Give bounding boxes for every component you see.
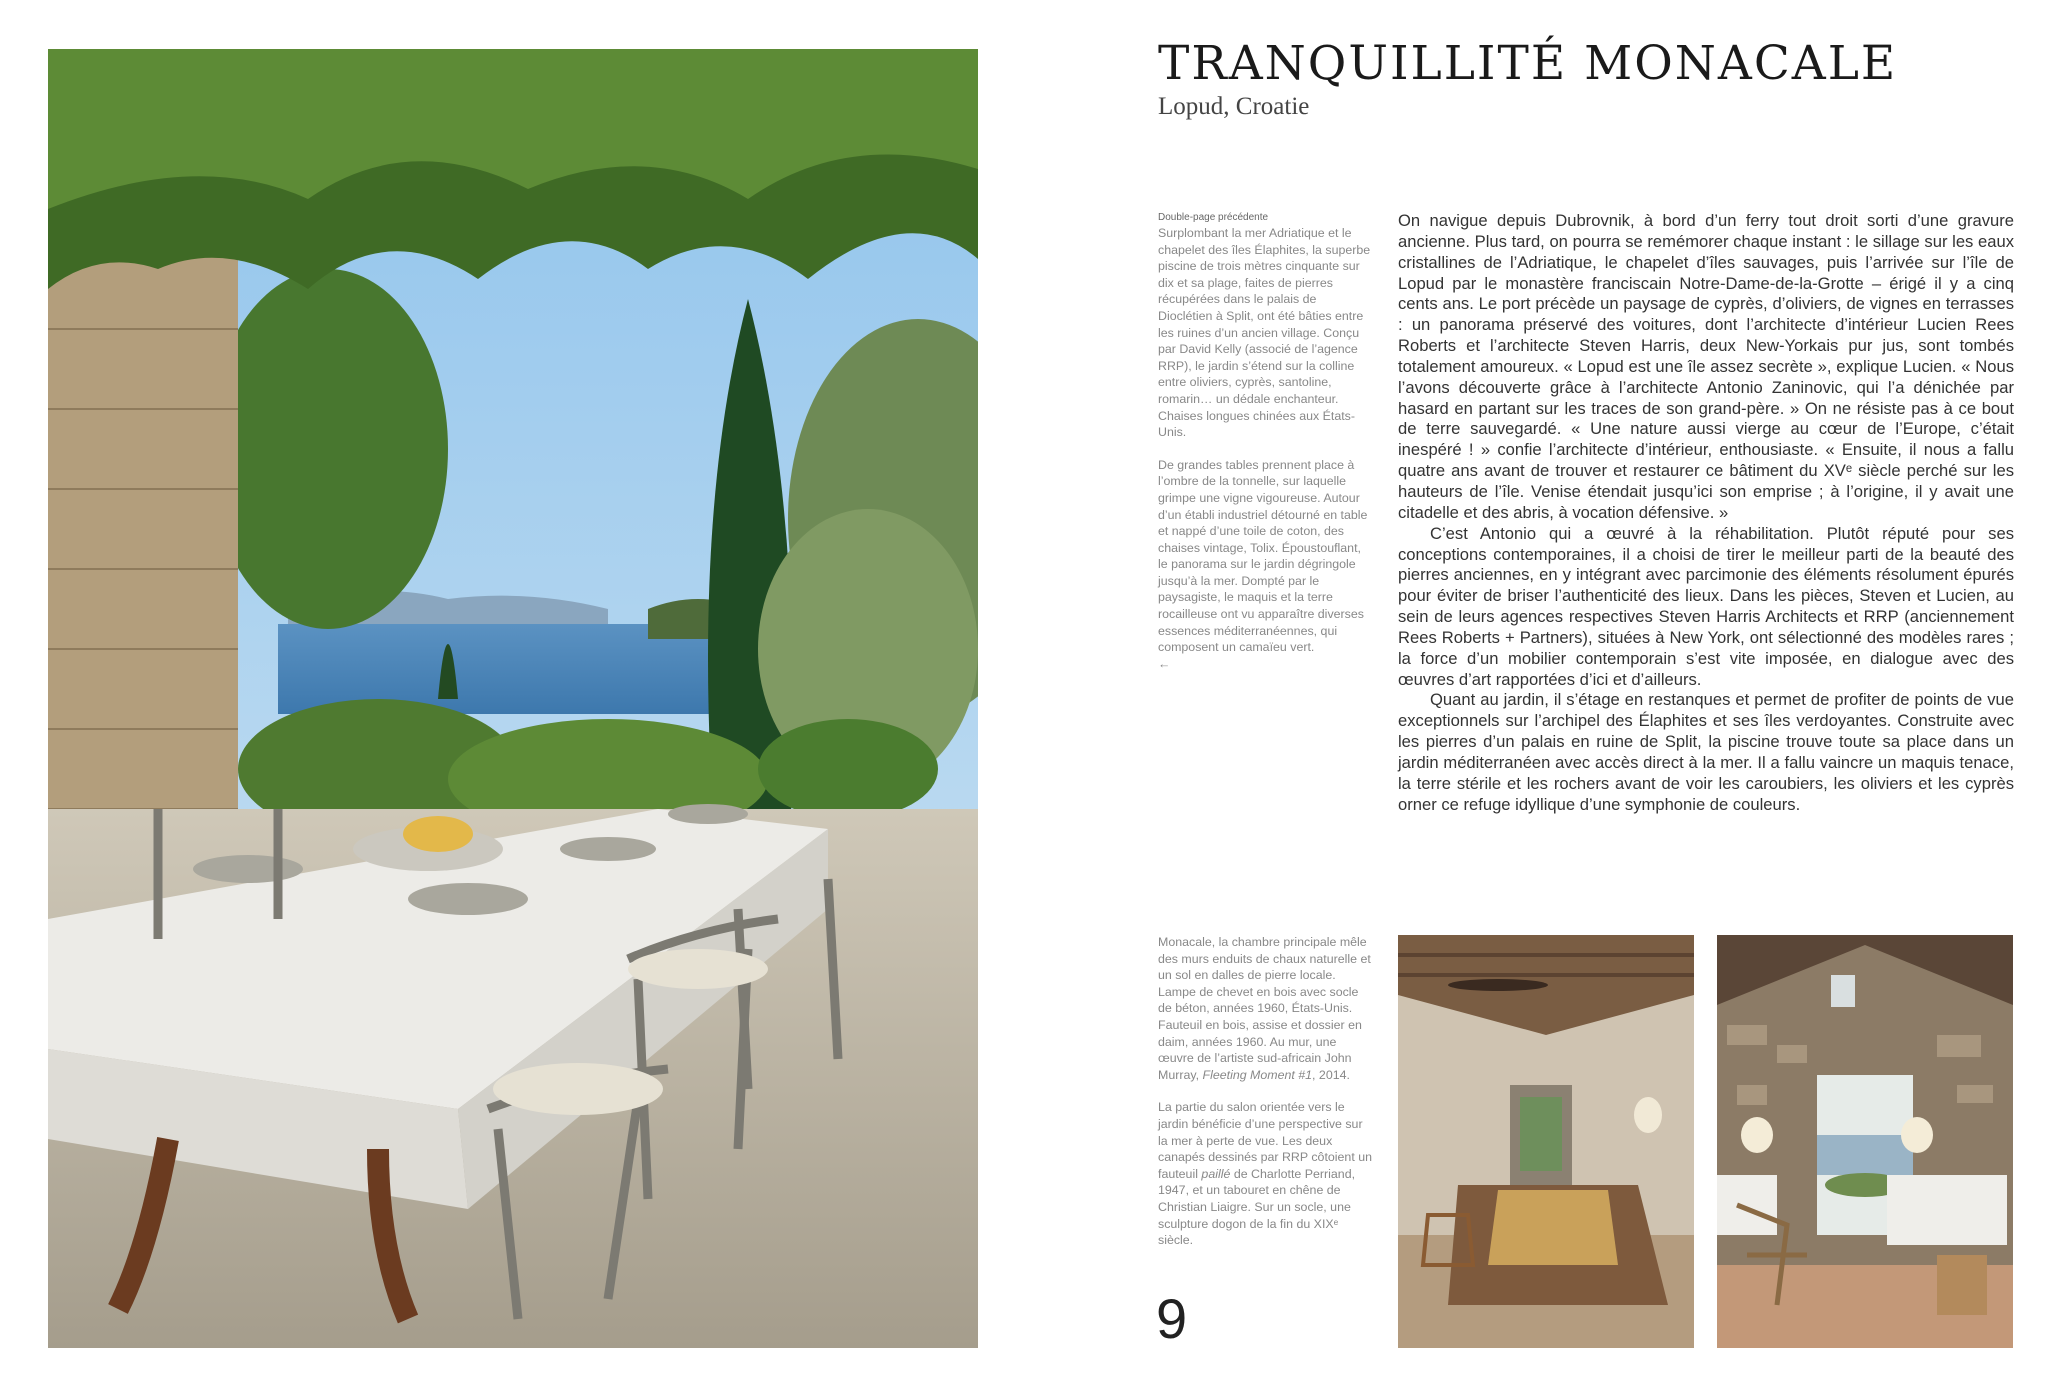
artwork-title: Fleeting Moment #1	[1202, 1067, 1313, 1082]
caption-label: Double-page précédente	[1158, 212, 1269, 223]
caption-table	[1158, 457, 1374, 673]
caption-bedroom-a: Monacale, la chambre principale mêle des murs enduits de chaux naturelle et un sol en dalles de pierre locale. Lampe de chevet en bois avec socle de béton, années 1960, États-Unis. Fauteuil en bois, assise et dossier en daim, années 1960. Au mur, une œuvre de l’artiste sud-africain John Murray,	[1158, 935, 1371, 1082]
caption-bedroom-b: , 2014.	[1312, 1067, 1350, 1082]
chair-style: paillé	[1201, 1166, 1231, 1181]
page-number: 9	[1156, 1287, 1188, 1350]
caption-pool: Surplombant la mer Adriatique et le chapelet des îles Élaphites, la superbe piscine de trois mètres cinquante sur dix et sa plage, faites de pierres récupérées dans le palais de Dioclétien à Split, ont été bâties entre les ruines d’un ancien village. Conçu par David Kelly (associé de l’agence RRP), le jardin s’étend sur la colline entre oliviers, cyprès, santoline, romarin… un dédale enchanteur. Chaises longues chinées aux États-Unis.	[1158, 226, 1371, 440]
caption-salon-a: La partie du salon orientée vers le jardin bénéficie d’une perspective sur la mer à perte de vue. Les deux canapés dessinés par RRP côtoient un fauteuil	[1158, 1100, 1372, 1181]
living-room-photo	[1717, 935, 2013, 1348]
caption-salon	[1158, 1099, 1374, 1248]
caption-bedroom	[1158, 934, 1374, 1083]
article-location: Lopud, Croatie	[1158, 93, 1310, 120]
body-paragraph-3: Quant au jardin, il s’étage en restanques et permet de profiter de points de vue exceptionnels sur l’archipel des Élaphites et ses îles verdoyantes. Construite avec les pierres d’un palais en ruine de Split, la piscine trouve toute sa place dans un jardin méditerranéen avec accès direct à la mer. Il a fallu vaincre un maquis tenace, la terre stérile et les rochers avant de voir les caroubiers, les oliviers et les cyprès orner ce refuge idyllique d’une symphonie de couleurs.	[1398, 690, 2014, 814]
caption-column-bottom	[1158, 934, 1374, 1265]
article-body	[1398, 211, 2014, 815]
caption-table-text: De grandes tables prennent place à l’ombre de la tonnelle, sur laquelle grimpe une vigne vigoureuse. Autour d’un établi industriel détourné en table et nappé d’une toile de coton, des chaises vintage, Tolix. Époustouflant, le panorama sur le jardin dégringole jusqu’à la mer. Dompté par le paysagiste, le maquis et la terre rocailleuse ont vu apparaître diverses essences méditerranéennes, qui composent un camaïeu vert.	[1158, 457, 1368, 655]
body-paragraph-1: On navigue depuis Dubrovnik, à bord d’un ferry tout droit sorti d’une gravure ancienne. Plus tard, on pourra se remémorer chaque instant : le sillage sur les eaux cristallines de l’Adriatique, le chapelet d’îles sauvages, puis l’arrivée sur l’île de Lopud par le monastère franciscain Notre-Dame-de-la-Grotte – érigé il y a cinq cents ans. Le port précède un paysage de cyprès, d’oliviers, de vignes en terrasses : un panorama préservé des voitures, dont l’architecte d’intérieur Lucien Rees Roberts et l’architecte Steven Harris, deux New-Yorkais pur jus, sont tombés totalement amoureux. « Lopud est une île assez secrète », explique Lucien. « Nous l’avons découverte grâce à l’architecte Antonio Zaninovic, qui l’a dénichée par hasard en partant sur les traces de son grand-père. » On ne résiste pas à ce bout de terre sauvegardé. « Une nature aussi vierge au cœur de l’Europe, c’était inespéré ! » confie l’architecte d’intérieur, enthousiaste. « Ensuite, il nous a fallu quatre ans avant de trouver et restaurer ce bâtiment du XVᵉ siècle perché sur les hauteurs de l’île. Venise étendait jusqu’ici son emprise ; à l’origine, il y avait une citadelle et des abris, à vocation défensive. »	[1398, 211, 2014, 522]
caption-column-top	[1158, 211, 1374, 688]
bedroom-photo	[1398, 935, 1694, 1348]
caption-salon-b: de Charlotte Perriand, 1947, et un tabouret en chêne de Christian Liaigre. Sur un socle, une sculpture dogon de la fin du XIXᵉ siècle.	[1158, 1166, 1356, 1248]
terrace-dining-photo	[48, 49, 978, 1348]
article-title: TRANQUILLITÉ MONACALE	[1158, 36, 1898, 91]
body-paragraph-2: C’est Antonio qui a œuvré à la réhabilitation. Plutôt réputé pour ses conceptions contemporaines, il a choisi de tirer le meilleur parti de la beauté des pierres anciennes, en y intégrant avec parcimonie des éléments résolument épurés pour éviter de briser l’authenticité des lieux. Dans les pièces, Steven et Lucien, au sein de leurs agences respectives Steven Harris Architects et RRP (anciennement Rees Roberts + Partners), situées à New York, ont sélectionné des modèles rares ; la force d’un mobilier contemporain s’est vite imposée, en dialogue avec des œuvres d’art rapportées d’ici et d’ailleurs.	[1398, 523, 2014, 689]
arrow-left-icon: ←	[1158, 656, 1171, 671]
